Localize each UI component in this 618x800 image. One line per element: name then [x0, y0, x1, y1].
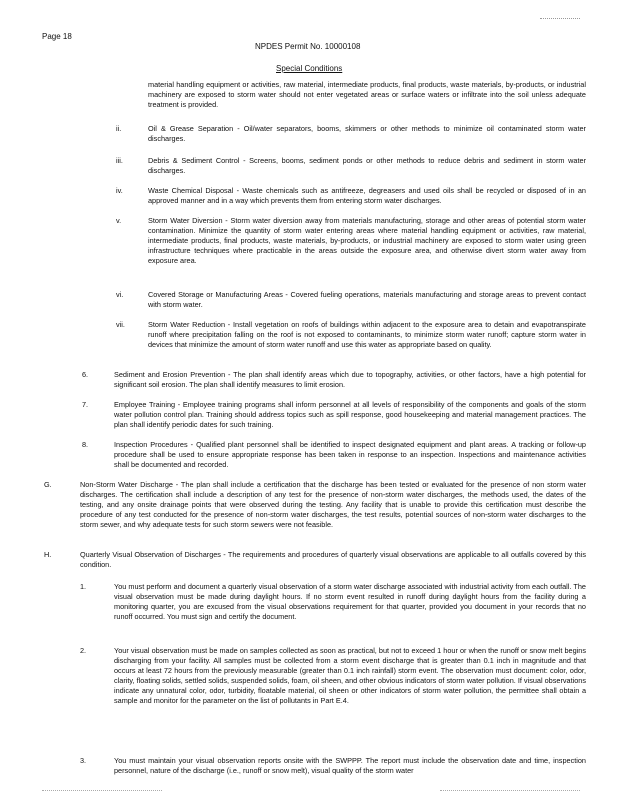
h-item-label-1: 1.: [80, 582, 87, 591]
item-text-8: Inspection Procedures - Qualified plant personnel shall be identified to inspect designated equipment and plant areas. A tracking or follow-up procedure shall be used to ensure appropriate response has been taken in response to an inspection. Inspections and maintenance activities shall be documented and recorded.: [114, 440, 586, 469]
section-h-label: H.: [44, 550, 52, 559]
bmp-label-vi: vi.: [116, 290, 124, 299]
footer-rule-left: [42, 790, 162, 791]
section-h-text: Quarterly Visual Observation of Discharges - The requirements and procedures of quarterly visual observations are applicable to all outfalls covered by this condition.: [80, 550, 586, 569]
bmp-label-vii: vii.: [116, 320, 125, 329]
bmp-text-vii: Storm Water Reduction - Install vegetation on roofs of buildings within adjacent to the exposure area to detain and evapotranspirate runoff where precipitation falling on the roof is not exposed to contaminants, to minimize storm water runoff; capture storm water in devices that minimize the amount of storm water runoff and use this water as appropriate based on quality.: [148, 320, 586, 349]
item-text-6: Sediment and Erosion Prevention - The plan shall identify areas which due to topography, activities, or other factors, have a high potential for significant soil erosion. The plan shall identify measures to limit erosion.: [114, 370, 586, 389]
bmp-text-v: Storm Water Diversion - Storm water diversion away from materials manufacturing, storage and other areas of potential storm water contamination. Minimize the quantity of storm water entering areas where material handling equipment or activities, raw material, intermediate products, final products, waste materials, by-products, or industrial machinery are exposed to storm water using green infrastructure techniques where practicable in the areas outside the exposure area, and otherwise divert storm water away from exposure area.: [148, 216, 586, 265]
item-label-7: 7.: [82, 400, 89, 409]
section-title: Special Conditions: [276, 64, 343, 73]
bmp-text-ii: Oil & Grease Separation - Oil/water separators, booms, skimmers or other methods to minimize oil contaminated storm water discharges.: [148, 124, 586, 143]
bmp-text-iii: Debris & Sediment Control - Screens, booms, sediment ponds or other methods to reduce debris and sediment in storm water discharges.: [148, 156, 586, 175]
item-label-8: 8.: [82, 440, 89, 449]
footer-rule-right: [440, 790, 580, 791]
permit-number: NPDES Permit No. 10000108: [255, 42, 361, 51]
bmp-label-iv: iv.: [116, 186, 123, 195]
h-item-text-3: You must maintain your visual observation reports onsite with the SWPPP. The report must include the observation date and time, inspection personnel, nature of the discharge (i.e., runoff or snow melt), visual quality of the storm water: [114, 756, 586, 775]
item-text-7: Employee Training - Employee training programs shall inform personnel at all levels of responsibility of the components and goals of the storm water pollution control plan. Training should address topics such as spill response, good housekeeping and material management practices. The plan shall identify periodic dates for such training.: [114, 400, 586, 429]
h-item-text-1: You must perform and document a quarterly visual observation of a storm water discharge associated with industrial activity from each outfall. The visual observation must be made during daylight hours. If no storm event resulted in runoff during daylight hours from the facility during a monitoring quarter, you are excused from the visual observations requirement for that quarter, provided you document in your records that no runoff occurred. You must sign and certify the document.: [114, 582, 586, 621]
bmp-text-vi: Covered Storage or Manufacturing Areas - Covered fueling operations, materials manufacturing and storage areas to prevent contact with storm water.: [148, 290, 586, 309]
section-g-label: G.: [44, 480, 52, 489]
page-number: Page 18: [42, 32, 72, 41]
h-item-label-3: 3.: [80, 756, 87, 765]
h-item-label-2: 2.: [80, 646, 87, 655]
bmp-label-ii: ii.: [116, 124, 122, 133]
item-label-6: 6.: [82, 370, 89, 379]
h-item-text-2: Your visual observation must be made on samples collected as soon as practical, but not to exceed 1 hour or when the runoff or snow melt begins discharging from your facility. All samples must be collected from a storm event discharge that is greater than 0.1 inch in magnitude and that occurs at least 72 hours from the previously measurable (greater than 0.1 inch rainfall) storm event. The observation must document: color, odor, clarity, floating solids, settled solids, suspended solids, foam, oil sheen, and other obvious indicators of storm water pollution. If visual observations indicate any unnatural color, odor, turbidity, floatable material, oil sheen or other indicators of storm water pollution, the permittee shall obtain a sample and monitor for the parameter on the list of pollutants in Part E.4.: [114, 646, 586, 705]
bmp-label-v: v.: [116, 216, 122, 225]
intro-paragraph: material handling equipment or activities, raw material, intermediate products, final products, waste materials, by-products, or industrial machinery are exposed to storm water should not enter vegetated areas or surface waters or infiltrate into the soil unless adequate treatment is provided.: [148, 80, 586, 109]
page-corner-mark: [540, 18, 580, 22]
bmp-label-iii: iii.: [116, 156, 123, 165]
bmp-text-iv: Waste Chemical Disposal - Waste chemicals such as antifreeze, degreasers and used oils shall be recycled or disposed of in an approved manner and in a way which prevents them from entering storm water discharges.: [148, 186, 586, 205]
section-g-text: Non-Storm Water Discharge - The plan shall include a certification that the discharge has been tested or evaluated for the presence of non storm water discharges. The certification shall include a description of any test for the presence of non-storm water discharges, the methods used, the dates of the testing, and any onsite drainage points that were observed during the testing. Any facility that is unable to provide this certification must describe the procedure of any test conducted for the presence of non-storm water discharges, the test results, potential sources of non-storm water discharges to the storm sewer, and why adequate tests for such storm sewers were not feasible.: [80, 480, 586, 529]
